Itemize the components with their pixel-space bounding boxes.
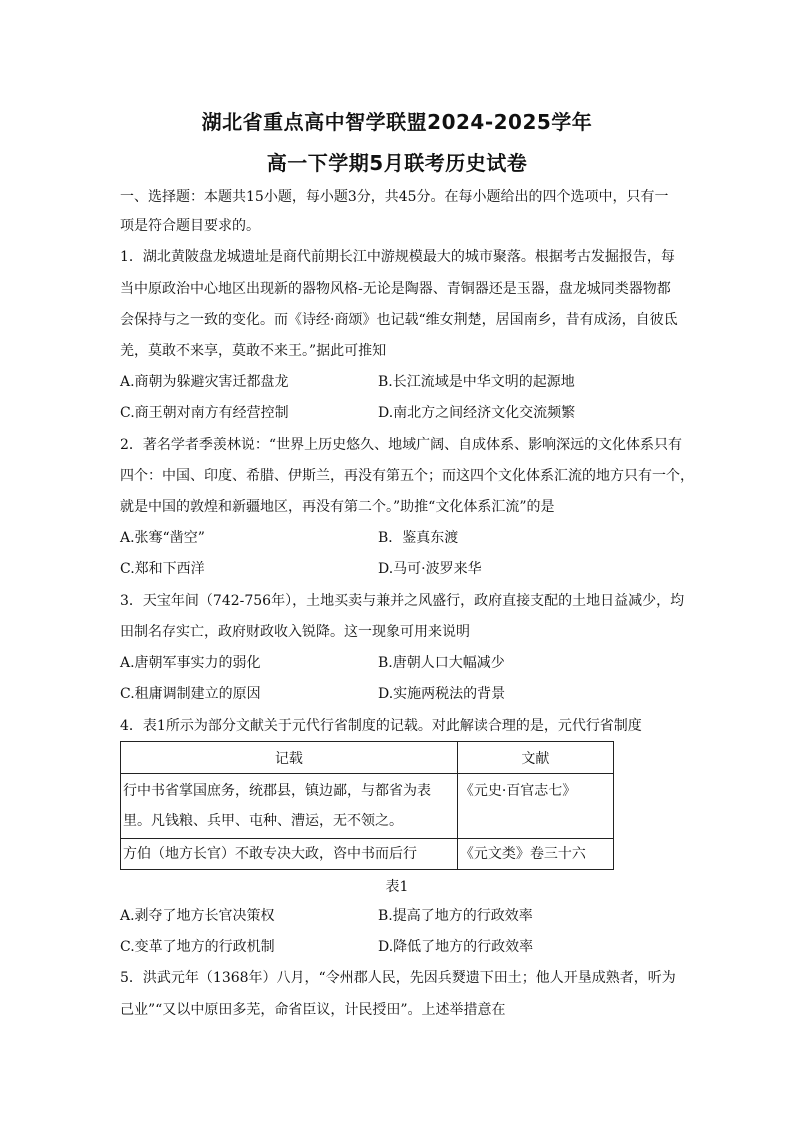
q2-option-c: C.郑和下西洋	[120, 561, 205, 577]
table-header-source: 文献	[457, 742, 613, 774]
q1-option-c: C.商王朝对南方有经营控制	[120, 405, 289, 421]
q4-option-b: B.提高了地方的行政效率	[378, 908, 533, 924]
section-instruction-line1: 一、选择题：本题共15小题，每小题3分，共45分。在每小题给出的四个选项中，只有一	[120, 189, 669, 205]
q2-stem-line1: 2．著名学者季羡林说：“世界上历史悠久、地域广阔、自成体系、影响深远的文化体系只有	[120, 437, 683, 453]
q1-option-a: A.商朝为躲避灾害迁都盘龙	[120, 374, 289, 390]
q4-option-d: D.降低了地方的行政效率	[378, 939, 534, 955]
q2-option-b: B．鉴真东渡	[378, 530, 459, 546]
q3-option-a: A.唐朝军事实力的弱化	[120, 655, 261, 671]
q5-stem-line1: 5．洪武元年（1368年）八月，“令州郡人民，先因兵燹遗下田土；他人开垦成熟者，听为	[120, 970, 676, 986]
q1-stem-line4: 羌，莫敢不来享，莫敢不来王。”据此可推知	[120, 343, 387, 359]
q1-option-d: D.南北方之间经济文化交流频繁	[378, 405, 576, 421]
q3-option-d: D.实施两税法的背景	[378, 686, 506, 702]
q4-reference-table	[120, 741, 614, 870]
exam-title-line2: 高一下学期5月联考历史试卷	[266, 151, 528, 175]
table-cell-record: 方伯（地方长官）不敢专决大政，咨中书而后行	[121, 839, 458, 870]
q3-option-b: B.唐朝人口大幅减少	[378, 655, 505, 671]
record-line: 里。凡钱粮、兵甲、屯种、漕运，无不领之。	[123, 813, 403, 829]
q4-stem-line1: 4．表1所示为部分文献关于元代行省制度的记载。对此解读合理的是，元代行省制度	[120, 718, 642, 734]
q2-option-a: A.张骞“凿空”	[120, 530, 205, 546]
exam-title-line1: 湖北省重点高中智学联盟2024-2025学年	[201, 110, 593, 134]
table-cell-record	[121, 774, 458, 839]
q4-option-a: A.剥夺了地方长官决策权	[120, 908, 275, 924]
q2-stem-line2: 四个：中国、印度、希腊、伊斯兰，再没有第五个；而这四个文化体系汇流的地方只有一个，	[120, 468, 694, 484]
table-header-row	[121, 742, 614, 774]
record-line: 行中书省掌国庶务，统郡县，镇边鄙，与都省为表	[123, 783, 431, 799]
q1-option-b: B.长江流域是中华文明的起源地	[378, 374, 575, 390]
q1-stem-line1: 1．湖北黄陂盘龙城遗址是商代前期长江中游规模最大的城市聚落。根据考古发掘报告，每	[120, 249, 675, 265]
table-caption: 表1	[385, 879, 409, 895]
q2-option-d: D.马可·波罗来华	[378, 561, 482, 577]
table-header-record: 记载	[121, 742, 458, 774]
q1-stem-line3: 会保持与之一致的变化。而《诗经·商颂》也记载“维女荆楚，居国南乡，昔有成汤，自彼氐	[120, 312, 678, 328]
q5-stem-line2: 己业”“又以中原田多芜，命省臣议，计民授田”。上述举措意在	[120, 1002, 506, 1018]
q2-stem-line3: 就是中国的敦煌和新疆地区，再没有第二个。”助推“文化体系汇流”的是	[120, 499, 555, 515]
table-row	[121, 774, 614, 839]
q4-option-c: C.变革了地方的行政机制	[120, 939, 275, 955]
table-cell-source: 《元史·百官志七》	[457, 774, 613, 839]
table-cell-source: 《元文类》卷三十六	[457, 839, 613, 870]
q1-stem-line2: 当中原政治中心地区出现新的器物风格-无论是陶器、青铜器还是玉器，盘龙城同类器物都	[120, 281, 671, 297]
q3-stem-line1: 3．天宝年间（742-756年），土地买卖与兼并之风盛行，政府直接支配的土地日益减少，均	[120, 593, 685, 609]
q3-option-c: C.租庸调制建立的原因	[120, 686, 261, 702]
section-instruction-line2: 项是符合题目要求的。	[120, 218, 260, 234]
q3-stem-line2: 田制名存实亡，政府财政收入锐降。这一现象可用来说明	[120, 624, 470, 640]
table-row	[121, 839, 614, 870]
